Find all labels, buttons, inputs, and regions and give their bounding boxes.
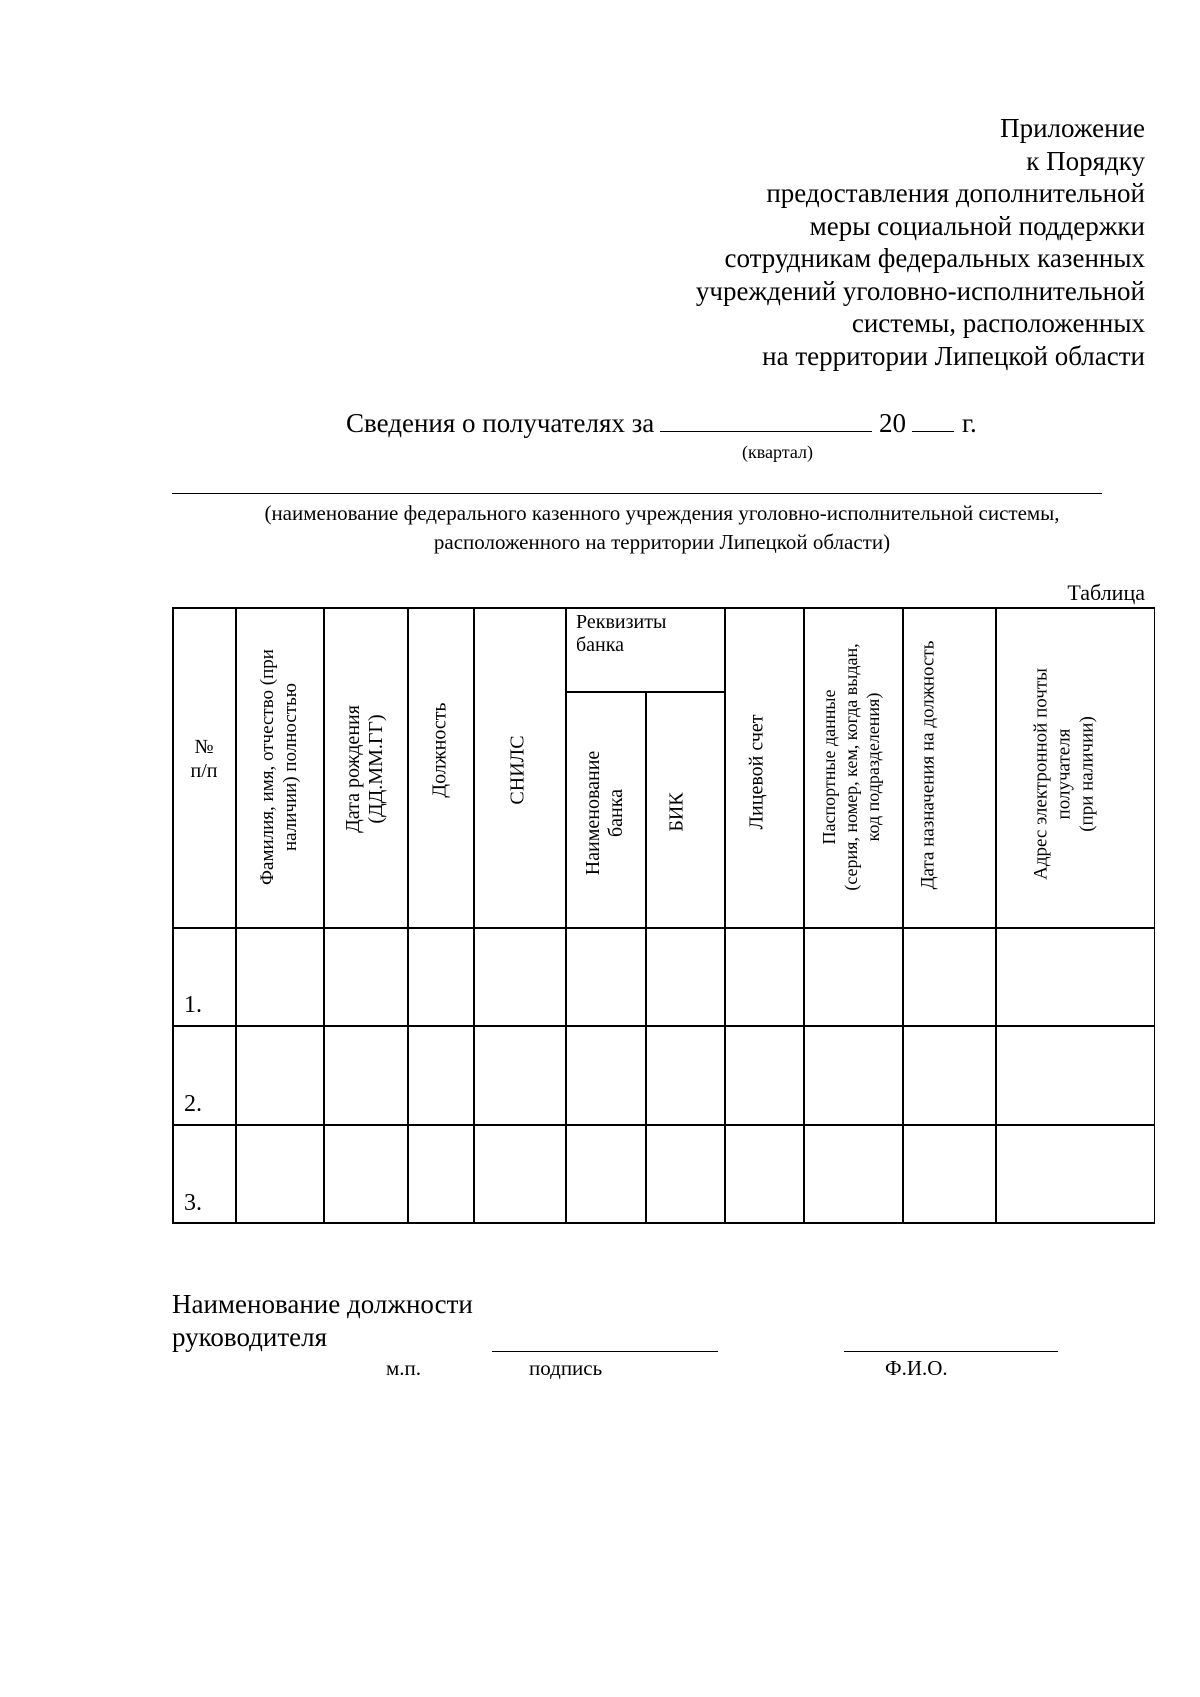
signature-blank-line (492, 1351, 718, 1352)
appendix-line: сотрудникам федеральных казенных (724, 243, 1145, 273)
appendix-block (696, 112, 1145, 372)
header-birth-date-line: Дата рождения (342, 705, 364, 833)
header-email-line: (при наличии) (1076, 716, 1098, 832)
appendix-line: учреждений уголовно-исполнительной (695, 275, 1145, 306)
signature-title (172, 1288, 473, 1354)
header-bank-name-line: банка (605, 788, 627, 838)
heading-year-suffix: г. (962, 408, 977, 438)
header-passport (818, 643, 884, 890)
header-passport-line: (серия, номер, кем, когда выдан, (841, 643, 861, 891)
header-number (172, 735, 236, 783)
header-snils: СНИЛС (506, 735, 529, 805)
recipients-table (172, 607, 1155, 1223)
column-divider (235, 607, 237, 1223)
row-divider (172, 1025, 1155, 1027)
quarter-caption: (квартал) (742, 442, 813, 462)
row-divider (172, 1124, 1155, 1126)
header-bik: БИК (665, 792, 688, 832)
header-account: Лицевой счет (745, 714, 768, 830)
column-divider (407, 607, 409, 1223)
appendix-line: предоставления дополнительной (766, 178, 1145, 208)
stamp-caption: м.п. (386, 1356, 422, 1380)
column-divider (803, 607, 805, 1223)
table-border-left (172, 607, 174, 1223)
header-email (1030, 668, 1099, 880)
signature-title-line: Наименование должности (172, 1289, 473, 1319)
header-birth-date-line: (ДД.ММ.ГГ) (365, 714, 387, 824)
header-full-name-line: наличии) полностью (280, 682, 301, 852)
year-blank (912, 409, 954, 432)
appendix-line: системы, расположенных (851, 308, 1145, 338)
header-number-line: п/п (190, 760, 218, 782)
appendix-line: Приложение (1000, 113, 1145, 143)
name-blank-line (844, 1351, 1058, 1352)
header-birth-date (342, 705, 388, 833)
header-passport-line: Паспортные данные (819, 689, 839, 845)
column-divider (473, 607, 475, 1223)
header-passport-line: код подразделения) (863, 692, 883, 842)
organization-caption (172, 499, 1152, 557)
bank-subheader-divider (565, 691, 724, 693)
column-divider (995, 607, 997, 1223)
row-number: 1. (184, 992, 202, 1018)
table-label: Таблица (1067, 580, 1145, 605)
header-bank-name-line: Наименование (582, 750, 604, 876)
row-number: 2. (184, 1091, 202, 1117)
header-full-name (256, 649, 302, 885)
organization-blank-line (172, 493, 1102, 494)
row-number: 3. (184, 1190, 202, 1216)
table-border-bottom (172, 1222, 1155, 1224)
quarter-blank (660, 409, 872, 432)
header-appointment-date: Дата назначения на должность (917, 640, 939, 890)
header-position: Должность (428, 702, 451, 798)
table-border-right (1154, 607, 1156, 1223)
appendix-line: к Порядку (1026, 145, 1145, 176)
header-bank-details-line: банка (576, 634, 625, 656)
heading-year-prefix: 20 (879, 408, 907, 438)
header-bank-details-line: Реквизиты (576, 611, 667, 633)
header-full-name-line: Фамилия, имя, отчество (при (257, 649, 278, 885)
column-divider (724, 607, 726, 1223)
header-number-line: № (194, 736, 214, 758)
organization-caption-line: расположенного на территории Липецкой области) (433, 530, 891, 554)
table-border-top (172, 607, 1155, 609)
heading-prefix: Сведения о получателях за (346, 408, 655, 438)
column-divider (645, 692, 647, 1223)
appendix-line: на территории Липецкой области (762, 340, 1145, 371)
header-bank-name (582, 751, 628, 876)
header-email-line: получателя (1053, 728, 1075, 820)
document-heading (346, 408, 977, 439)
name-caption: Ф.И.О. (885, 1356, 948, 1380)
header-bottom-line (172, 927, 1155, 929)
column-divider (902, 607, 904, 1223)
appendix-line: меры социальной поддержки (809, 210, 1145, 241)
header-email-line: Адрес электронной почты (1030, 668, 1052, 880)
signature-title-line: руководителя (172, 1322, 328, 1352)
organization-caption-line: (наименование федерального казенного учреждения уголовно-исполнительной системы, (264, 501, 1060, 525)
signature-caption: подпись (529, 1356, 603, 1380)
column-divider (565, 607, 567, 1223)
header-bank-details (576, 611, 666, 657)
column-divider (323, 607, 325, 1223)
